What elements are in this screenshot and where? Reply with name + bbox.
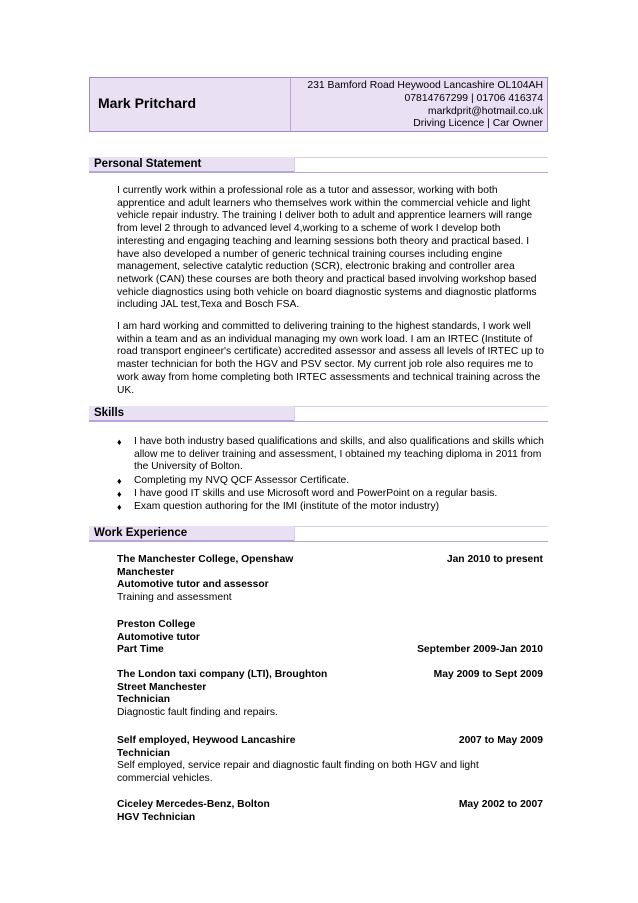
section-work-experience: [89, 526, 548, 542]
job-entry: [117, 735, 543, 786]
diamond-bullet-icon: ♦: [117, 489, 122, 499]
employer: The Manchester College, Openshaw: [117, 554, 294, 565]
job-title: Technician: [117, 694, 171, 706]
job-detail: Manchester: [117, 566, 175, 578]
job-dates: September 2009-Jan 2010: [417, 644, 543, 656]
contact-details: [307, 80, 543, 131]
job-entry: [117, 799, 543, 824]
employer: Preston College: [117, 619, 196, 630]
job-description: Diagnostic fault finding and repairs.: [117, 707, 278, 719]
job-dates: Jan 2010 to present: [446, 554, 543, 565]
diamond-bullet-icon: ♦: [117, 437, 122, 447]
employer: The London taxi company (LTI), Broughton: [117, 669, 328, 680]
address: 231 Bamford Road Heywood Lancashire OL104AH: [307, 80, 543, 91]
job-entry: [117, 669, 543, 720]
job-detail: Street Manchester: [117, 681, 207, 693]
email: markdprit@hotmail.co.uk: [427, 105, 543, 117]
job-description: Training and assessment: [117, 592, 232, 604]
employer: Self employed, Heywood Lancashire: [117, 735, 296, 746]
section-title: Work Experience: [94, 527, 188, 539]
section-title: Personal Statement: [94, 158, 202, 170]
header-divider: [290, 78, 291, 131]
licence-info: Driving Licence | Car Owner: [413, 118, 543, 130]
job-title: Automotive tutor and assessor: [117, 579, 269, 591]
job-detail: Part Time: [117, 644, 164, 656]
job-entry: [117, 619, 543, 657]
personal-statement-paragraph-2: I am hard working and committed to delivering training to the highest standards, I work well within a team and as an individual managing my own work load. I am an IRTEC (Institute of road transport engineer's certificate) accredited assessor and assess all levels of IRTEC up to master technician for both the HGV and PSV sector. My current job role also requires me to work away from home completing both IRTEC assessments and technical training across the UK.: [117, 321, 545, 396]
job-title: Automotive tutor: [117, 631, 200, 643]
candidate-name: Mark Pritchard: [98, 95, 197, 111]
header-box: [89, 77, 548, 132]
job-dates: May 2009 to Sept 2009: [433, 669, 543, 680]
section-title: Skills: [94, 407, 125, 419]
job-dates: May 2002 to 2007: [458, 799, 543, 810]
personal-statement-paragraph-1: I currently work within a professional role as a tutor and assessor, working with both apprentice and adult learners who themselves work within the commercial vehicle and light vehicle repair industry. The training I deliver both to adult and apprentice learners will range from level 2 through to advanced level 4,working to a scheme of work I develop both interesting and engaging teaching and learning sessions both theory and practical based. I have also developed a number of generic technical training courses including engine management, selective catalytic reduction (SCR), electronic braking and controller area network (CAN) these courses are both theory and practical based involving workshop based vehicle diagnostics using both vehicle on board diagnostic systems and diagnostic platforms including JAL test,Texa and Bosch FSA.: [117, 185, 537, 311]
diamond-bullet-icon: ♦: [117, 476, 122, 486]
employer: Ciceley Mercedes-Benz, Bolton: [117, 799, 270, 810]
section-personal-statement: [89, 157, 548, 173]
section-skills: [89, 406, 548, 422]
job-description: commercial vehicles.: [117, 773, 213, 785]
job-title: Technician: [117, 747, 171, 759]
diamond-bullet-icon: ♦: [117, 502, 122, 512]
job-entry: [117, 554, 543, 605]
job-dates: 2007 to May 2009: [458, 735, 543, 746]
phone-numbers: 07814767299 | 01706 416374: [404, 92, 543, 104]
job-description: Self employed, service repair and diagnostic fault finding on both HGV and light: [117, 760, 479, 772]
job-title: HGV Technician: [117, 811, 196, 823]
